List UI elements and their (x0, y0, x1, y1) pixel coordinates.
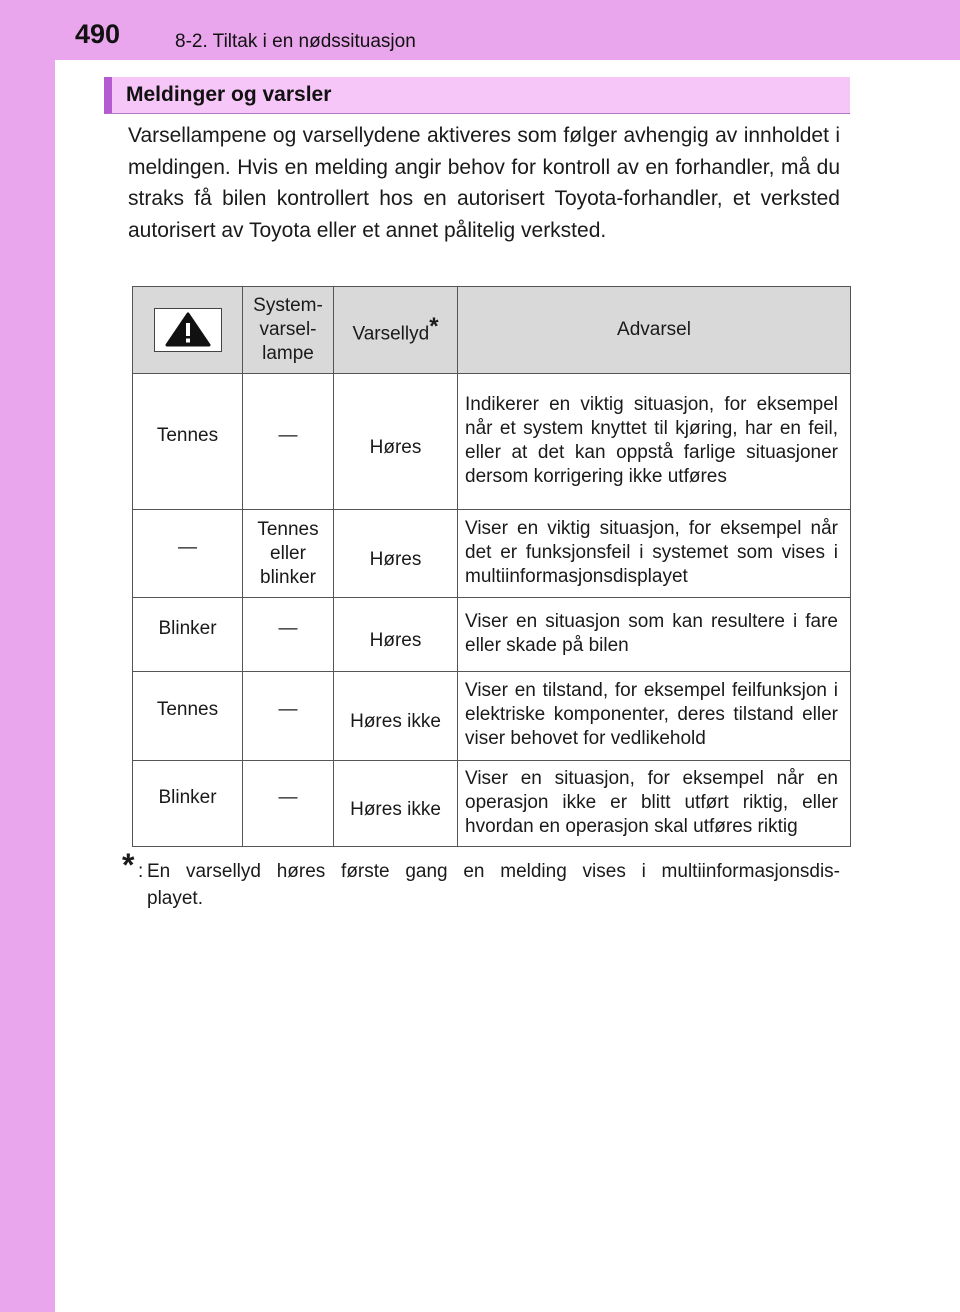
warning-cell: Viser en tilstand, for eksempel feilfunksjon i elektriske komponenter, deres tilstand eller viser behovet for vedlikehold (458, 672, 851, 761)
page-margin-band (0, 0, 55, 1312)
page-number: 490 (75, 19, 121, 49)
chapter-title: 8-2. Tiltak i en nødssituasjon (175, 31, 416, 52)
sound-cell: Høres (334, 598, 458, 672)
master-lamp-cell: Blinker (133, 598, 243, 672)
warning-cell: Viser en viktig situasjon, for eksempel når det er funksjonsfeil i systemet som vises i multiinformasjonsdisplayet (458, 510, 851, 598)
table-footnote (122, 847, 840, 912)
table-row (133, 374, 851, 510)
sound-cell: Høres ikke (334, 672, 458, 761)
sound-cell: Høres (334, 510, 458, 598)
warning-cell: Viser en situasjon, for eksempel når en operasjon ikke er blitt utført riktig, eller hvordan en operasjon skal utføres riktig (458, 761, 851, 847)
sound-footnote-mark: * (429, 313, 439, 341)
table-header-row (133, 287, 851, 374)
table-row (133, 672, 851, 761)
footnote-mark: * (122, 847, 135, 883)
table-row (133, 510, 851, 598)
footnote-text: En varsellyd høres første gang en melding vises i multiinformasjonsdis- playet. (147, 861, 840, 909)
footnote-separator: : (138, 861, 144, 882)
warning-column-header: Advarsel (458, 287, 851, 374)
sound-column-header: Varsellyd* (334, 287, 458, 374)
sound-cell: Høres (334, 374, 458, 510)
master-lamp-cell: Tennes (133, 672, 243, 761)
system-lamp-cell: — (243, 374, 334, 510)
table-row (133, 761, 851, 847)
table-row (133, 598, 851, 672)
master-warning-column-header (133, 287, 243, 374)
warning-cell: Indikerer en viktig situasjon, for eksempel når et system knyttet til kjøring, har en feil, eller at det kan oppstå farlige situasjoner dersom korrigering ikke utføres (458, 374, 851, 510)
system-lamp-cell: Tennes eller blinker (243, 510, 334, 598)
system-lamp-cell: — (243, 761, 334, 847)
section-heading (104, 77, 850, 114)
warning-cell: Viser en situasjon som kan resultere i fare eller skade på bilen (458, 598, 851, 672)
system-lamp-column-header: System-varsel-lampe (243, 287, 334, 374)
sound-cell: Høres ikke (334, 761, 458, 847)
master-lamp-cell: Blinker (133, 761, 243, 847)
master-lamp-cell: — (133, 510, 243, 598)
page-header (55, 0, 960, 60)
system-lamp-cell: — (243, 672, 334, 761)
section-title: Meldinger og varsler (126, 83, 332, 106)
intro-paragraph: Varsellampene og varsellydene aktiveres som følger avhengig av innholdet i meldingen. Hvis en melding angir behov for kontroll av en forhandler, må du straks få bilen kontrollert hos en autorisert Toyota-forhandler, et verksted autorisert av Toyota eller et annet pålitelig verksted. (128, 124, 840, 242)
master-warning-icon (154, 308, 222, 352)
warning-table (132, 286, 851, 847)
master-lamp-cell: Tennes (133, 374, 243, 510)
system-lamp-cell: — (243, 598, 334, 672)
